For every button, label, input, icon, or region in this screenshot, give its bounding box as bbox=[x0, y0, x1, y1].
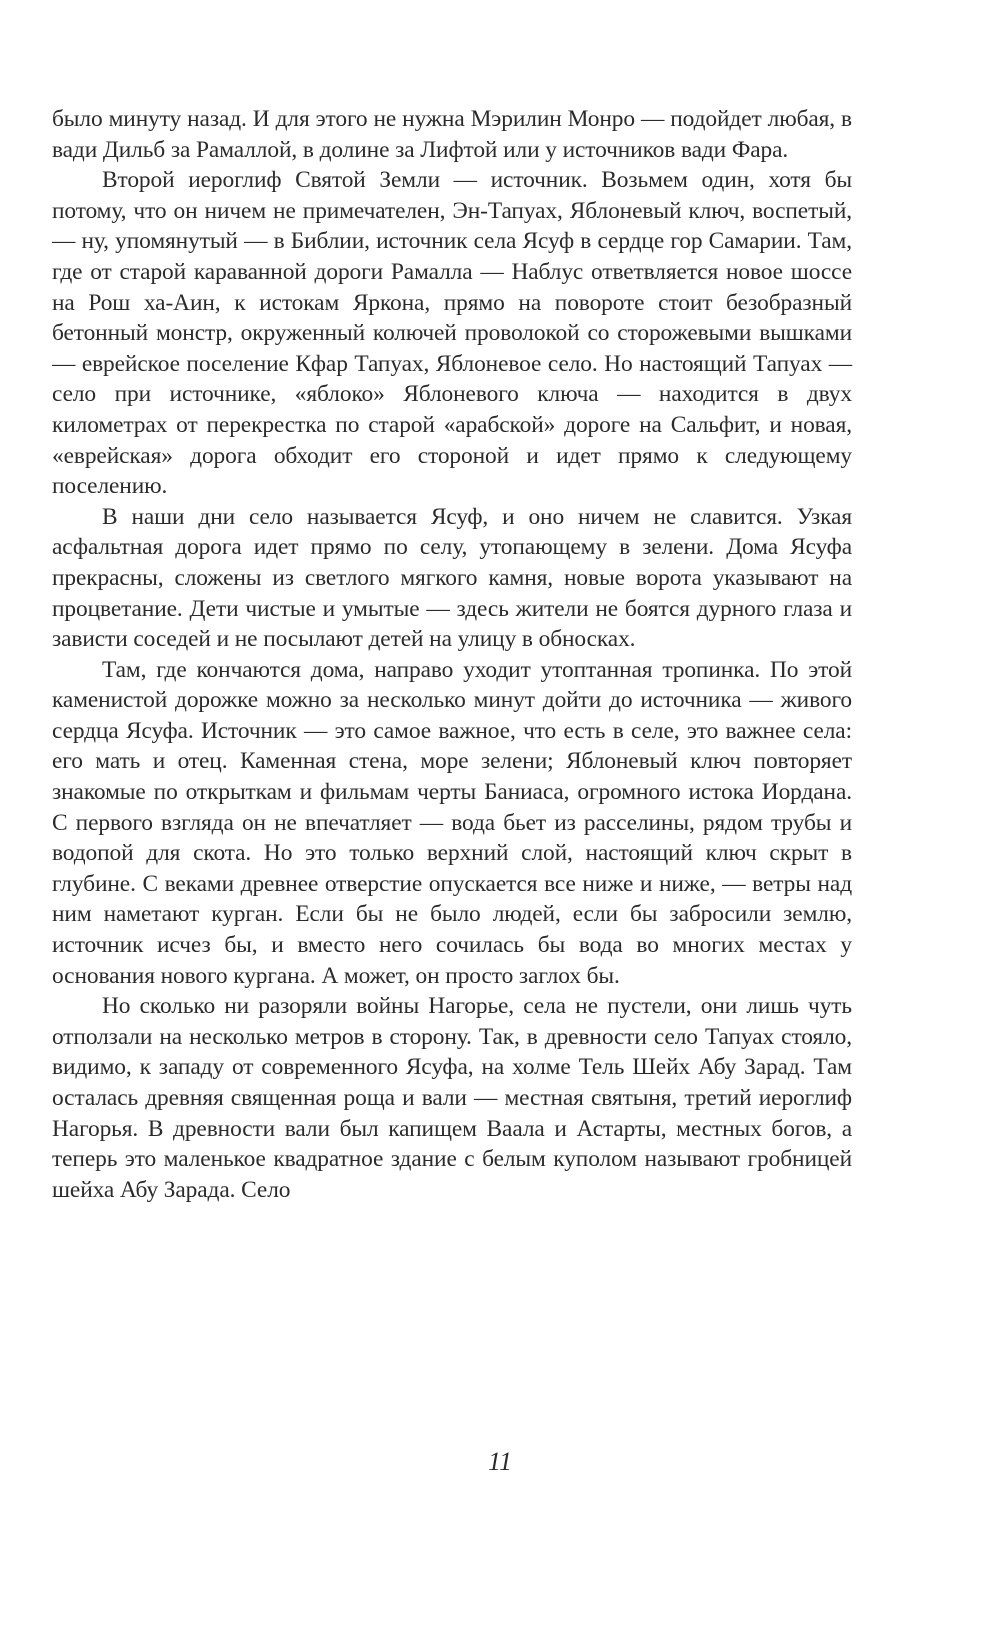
paragraph: Второй иероглиф Святой Земли — источник. Возьмем один, хотя бы потому, что он ничем не примечателен, Эн-Тапуах, Яблоневый ключ, воспетый, — ну, упомянутый — в Библии, источник села Ясуф в сердце гор Самарии. Там, где от старой караванной дороги Рамалла — Наблус ответвляется новое шоссе на Рош ха-Аин, к истокам Яркона, прямо на повороте стоит безобразный бетонный монстр, окруженный колючей проволокой со сторожевыми вышками — еврейское поселение Кфар Тапуах, Яблоневое село. Но настоящий Тапуах — село при источнике, «яблоко» Яблоневого ключа — находится в двух километрах от перекрестка по старой «арабской» дороге на Сальфит, и новая, «еврейская» дорога обходит его стороной и идет прямо к следующему поселению. bbox=[52, 167, 852, 500]
body-text bbox=[52, 104, 852, 1205]
paragraph: В наши дни село называется Ясуф, и оно ничем не славится. Узкая асфальтная дорога идет прямо по селу, утопающему в зелени. Дома Ясуфа прекрасны, сложены из светлого мягкого камня, новые ворота указывают на процветание. Дети чистые и умытые — здесь жители не боятся дурного глаза и зависти соседей и не посылают детей на улицу в обносках. bbox=[52, 503, 852, 653]
paragraph-continued: было минуту назад. И для этого не нужна Мэрилин Монро — подойдет любая, в вади Дильб за Рамаллой, в долине за Лифтой или у источников вади Фара. bbox=[52, 106, 852, 163]
page-number: 11 bbox=[487, 1447, 513, 1476]
paragraph: Но сколько ни разоряли войны Нагорье, села не пустели, они лишь чуть отползали на несколько метров в сторону. Так, в древности село Тапуах стояло, видимо, к западу от современного Ясуфа, на холме Тель Шейх Абу Зарад. Там осталась древняя священная роща и вали — местная святыня, третий иероглиф Нагорья. В древности вали был капищем Ваала и Астарты, местных богов, а теперь это маленькое квадратное здание с белым куполом называют гробницей шейха Абу Зарада. Село bbox=[52, 993, 852, 1203]
paragraph: Там, где кончаются дома, направо уходит утоптанная тропинка. По этой каменистой дорожке можно за несколько минут дойти до источника — живого сердца Ясуфа. Источник — это самое важное, что есть в селе, это важнее села: его мать и отец. Каменная стена, море зелени; Яблоневый ключ повторяет знакомые по открыткам и фильмам черты Баниаса, огромного истока Иордана. С первого взгляда он не впечатляет — вода бьет из расселины, рядом трубы и водопой для скота. Но это только верхний слой, настоящий ключ скрыт в глубине. С веками древнее отверстие опускается все ниже и ниже, — ветры над ним наметают курган. Если бы не было людей, если бы забросили землю, источник исчез бы, и вместо него сочилась бы вода во многих местах у основания нового кургана. А может, он просто заглох бы. bbox=[52, 656, 852, 989]
